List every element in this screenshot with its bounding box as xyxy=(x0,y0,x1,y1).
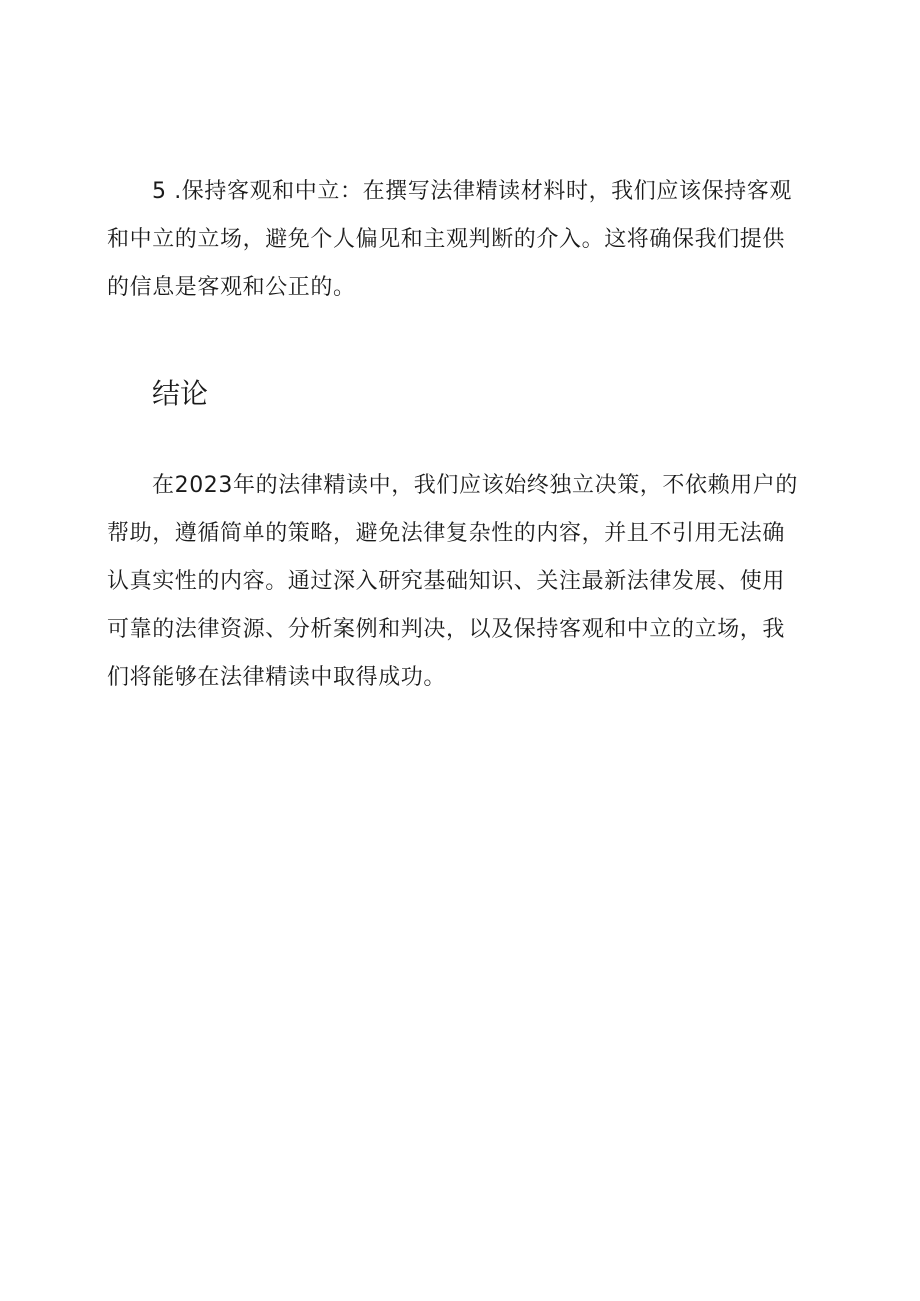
paragraph-conclusion xyxy=(107,462,811,702)
paragraph-line: 帮助，遵循简单的策略，避免法律复杂性的内容，并且不引用无法确 xyxy=(107,521,786,546)
paragraph-line: 认真实性的内容。通过深入研究基础知识、关注最新法律发展、使用 xyxy=(107,569,786,594)
paragraph-line: 的信息是客观和公正的。 xyxy=(107,275,356,300)
paragraph-line: 和中立的立场，避免个人偏见和主观判断的介入。这将确保我们提供 xyxy=(107,227,786,252)
section-heading-conclusion: 结论 xyxy=(152,377,209,410)
paragraph-line: 在2023年的法律精读中，我们应该始终独立决策，不依赖用户的 xyxy=(152,473,798,498)
paragraph-line: 5 .保持客观和中立：在撰写法律精读材料时，我们应该保持客观 xyxy=(152,179,792,204)
paragraph-objectivity xyxy=(107,168,811,312)
paragraph-line: 们将能够在法律精读中取得成功。 xyxy=(107,665,447,690)
paragraph-line: 可靠的法律资源、分析案例和判决，以及保持客观和中立的立场，我 xyxy=(107,617,786,642)
